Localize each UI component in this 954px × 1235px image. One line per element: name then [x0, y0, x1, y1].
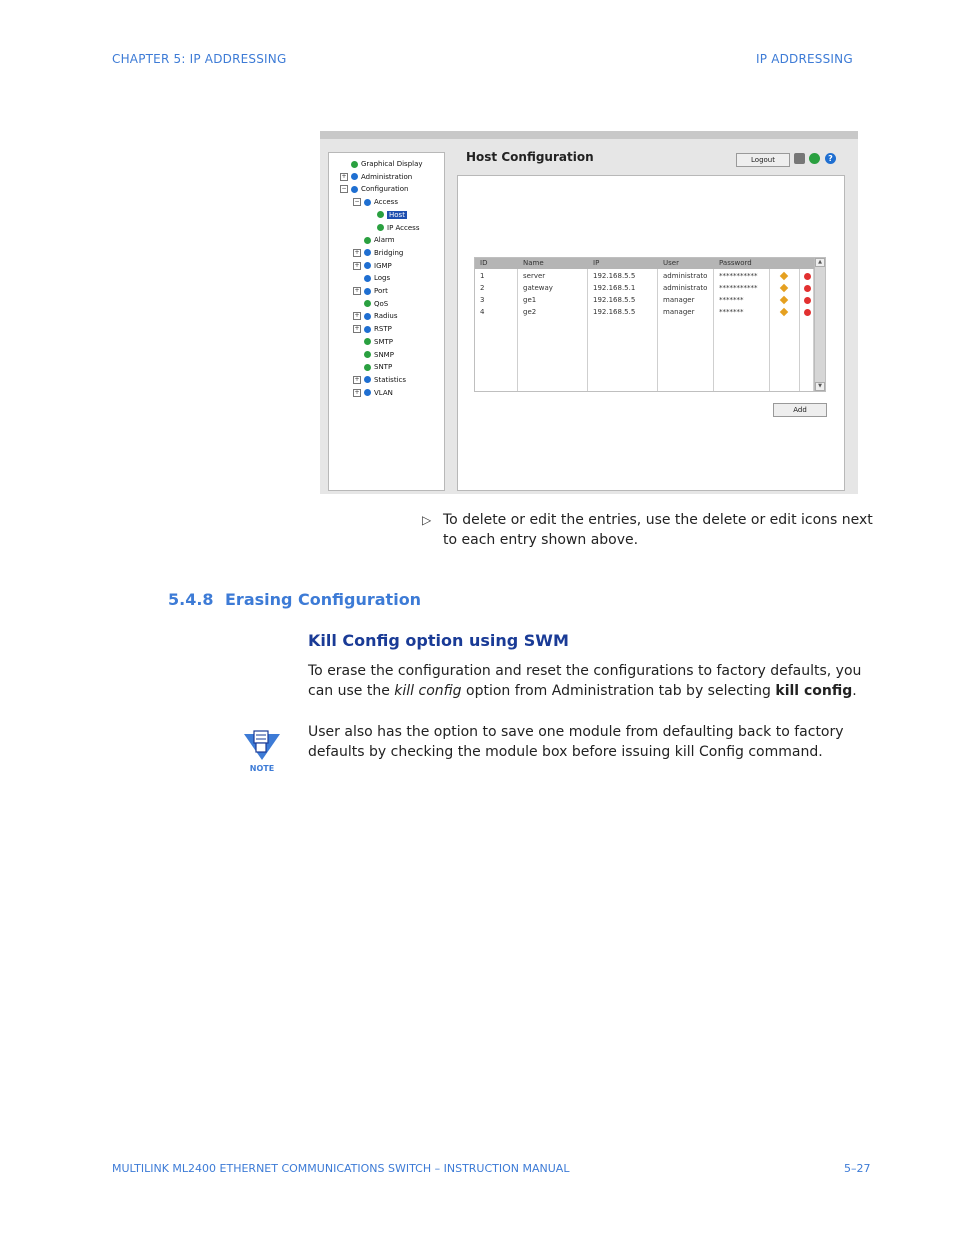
scroll-up-icon[interactable]: ▲	[815, 258, 825, 267]
column-header: ID	[475, 258, 518, 269]
table-cell: ***********	[719, 272, 758, 280]
node-bullet-icon	[364, 262, 371, 269]
table-cell: 192.168.5.5	[593, 272, 636, 280]
tree-item[interactable]	[366, 222, 419, 234]
tree-item-label[interactable]: Logs	[374, 274, 391, 283]
tree-item[interactable]	[353, 310, 397, 322]
node-bullet-icon	[364, 389, 371, 396]
scroll-down-icon[interactable]: ▼	[815, 382, 825, 391]
tree-item-label[interactable]: IP Access	[387, 223, 420, 232]
expand-icon[interactable]: +	[354, 248, 360, 256]
table-scrollbar[interactable]	[814, 258, 825, 391]
delete-icon[interactable]	[804, 297, 811, 304]
table-cell: 1	[480, 272, 485, 280]
tree-item-label[interactable]: Host	[389, 210, 405, 219]
node-bullet-icon	[364, 376, 371, 383]
note-hand-icon	[243, 729, 281, 773]
logout-button[interactable]: Logout	[736, 153, 790, 167]
node-bullet-icon	[377, 224, 384, 231]
node-bullet-icon	[351, 161, 358, 168]
node-bullet-icon	[351, 173, 358, 180]
tree-item-label[interactable]: VLAN	[374, 388, 393, 397]
save-icon[interactable]	[794, 153, 805, 164]
tree-item[interactable]	[353, 387, 393, 399]
tree-item-label[interactable]: QoS	[374, 299, 389, 308]
host-configuration-panel	[457, 175, 845, 491]
expand-icon[interactable]: +	[341, 172, 347, 180]
node-bullet-icon	[364, 313, 371, 320]
table-cell: server	[523, 272, 546, 280]
expand-icon[interactable]: +	[354, 388, 360, 396]
node-bullet-icon	[364, 326, 371, 333]
collapse-icon[interactable]: −	[341, 185, 347, 193]
para-text-1: To erase the configuration and reset the configurations to factory defaults, you can use the	[308, 663, 862, 699]
column-header: Password	[714, 258, 770, 269]
node-bullet-icon	[377, 211, 384, 218]
expand-icon[interactable]: +	[354, 325, 360, 333]
node-bullet-icon	[364, 364, 371, 371]
delete-icon[interactable]	[804, 285, 811, 292]
table-cell: gateway	[523, 284, 553, 292]
host-table	[474, 257, 826, 392]
node-bullet-icon	[351, 186, 358, 193]
bullet-text: To delete or edit the entries, use the delete or edit icons next to each entry shown above.	[443, 512, 873, 548]
subsection-title: Kill Config option using SWM	[308, 631, 569, 650]
tree-item[interactable]	[353, 272, 390, 284]
host-configuration-title: Host Configuration	[466, 150, 594, 164]
column-header	[770, 258, 800, 269]
expand-icon[interactable]: +	[354, 287, 360, 294]
tree-item[interactable]	[353, 196, 398, 208]
footer-title: MULTILINK ML2400 ETHERNET COMMUNICATIONS SWITCH – INSTRUCTION MANUAL	[112, 1162, 570, 1175]
body-paragraph	[308, 661, 868, 701]
para-text-3: .	[852, 683, 857, 699]
node-bullet-icon	[364, 288, 371, 295]
node-bullet-icon	[364, 338, 371, 345]
para-text-2: option from Administration tab by selecting	[461, 683, 776, 699]
column-header: IP	[588, 258, 658, 269]
tree-item[interactable]	[353, 234, 395, 246]
column-header	[800, 258, 814, 269]
section-header: IP ADDRESSING	[756, 52, 853, 66]
table-cell: 4	[480, 308, 485, 316]
node-bullet-icon	[364, 199, 371, 206]
column-header: User	[658, 258, 714, 269]
tree-item[interactable]	[353, 374, 406, 386]
tree-item-label[interactable]: Administration	[361, 172, 413, 181]
section-number: 5.4.8	[168, 590, 214, 609]
expand-icon[interactable]: +	[354, 261, 360, 269]
table-cell: administrato	[663, 272, 708, 280]
refresh-icon[interactable]	[809, 153, 820, 164]
table-cell: 192.168.5.5	[593, 296, 636, 304]
tree-item[interactable]	[353, 336, 393, 348]
tree-item-label[interactable]: Configuration	[361, 185, 409, 194]
window-top-bar	[320, 131, 858, 139]
tree-item[interactable]	[340, 183, 408, 195]
column-header: Name	[518, 258, 588, 269]
tree-item-label[interactable]: Statistics	[374, 375, 406, 384]
table-cell: manager	[663, 296, 695, 304]
host-configuration-screenshot	[320, 131, 858, 494]
tree-item[interactable]	[340, 158, 423, 170]
node-bullet-icon	[364, 237, 371, 244]
expand-icon[interactable]: +	[354, 312, 360, 320]
table-cell: *******	[719, 296, 744, 304]
tree-item-label[interactable]: Alarm	[374, 236, 395, 245]
help-icon[interactable]: ?	[825, 153, 836, 164]
navigation-tree	[328, 152, 445, 491]
para-italic: kill config	[394, 683, 462, 699]
tree-item[interactable]	[340, 171, 412, 183]
section-title: Erasing Configuration	[225, 590, 422, 609]
expand-icon[interactable]: +	[354, 375, 360, 383]
para-bold: kill config	[775, 683, 853, 699]
collapse-icon[interactable]: −	[354, 198, 360, 206]
tree-item-label[interactable]: Bridging	[374, 248, 404, 257]
table-cell: ***********	[719, 284, 758, 292]
delete-icon[interactable]	[804, 309, 811, 316]
tree-item-label[interactable]: SMTP	[374, 337, 393, 346]
tree-item[interactable]	[353, 298, 388, 310]
tree-item-label[interactable]: SNMP	[374, 350, 394, 359]
table-cell: 2	[480, 284, 485, 292]
table-cell: ge1	[523, 296, 537, 304]
tree-item-label[interactable]: SNTP	[374, 363, 393, 372]
table-cell: ge2	[523, 308, 537, 316]
tree-item-label[interactable]: RSTP	[374, 325, 392, 334]
tree-item[interactable]	[366, 209, 407, 221]
table-cell: 192.168.5.5	[593, 308, 636, 316]
node-bullet-icon	[364, 249, 371, 256]
table-cell: manager	[663, 308, 695, 316]
chapter-header: CHAPTER 5: IP ADDRESSING	[112, 52, 287, 66]
tree-item-label[interactable]: Graphical Display	[361, 160, 423, 168]
node-bullet-icon	[364, 300, 371, 307]
tree-item[interactable]	[353, 349, 394, 361]
tree-item-label[interactable]: Access	[374, 198, 398, 207]
table-cell: 3	[480, 296, 485, 304]
tree-item-label[interactable]: IGMP	[374, 261, 392, 270]
tree-item[interactable]	[353, 247, 403, 259]
note-icon	[243, 729, 281, 773]
table-cell: *******	[719, 308, 744, 316]
page-number: 5–27	[844, 1162, 871, 1175]
delete-icon[interactable]	[804, 273, 811, 280]
add-button[interactable]: Add	[773, 403, 827, 417]
tree-item-label[interactable]: Port	[374, 287, 388, 295]
node-bullet-icon	[364, 275, 371, 282]
tree-item[interactable]	[353, 285, 388, 297]
note-label: NOTE	[249, 764, 275, 773]
node-bullet-icon	[364, 351, 371, 358]
tree-item-label[interactable]: Radius	[374, 312, 398, 321]
table-cell: administrato	[663, 284, 708, 292]
table-cell: 192.168.5.1	[593, 284, 636, 292]
tree-item[interactable]	[353, 361, 392, 373]
tree-item[interactable]	[353, 260, 392, 272]
note-text: User also has the option to save one module from defaulting back to factory defaults by checking the module box before issuing kill Config command.	[308, 724, 844, 760]
triangle-bullet-icon: ▷	[422, 513, 432, 527]
tree-item[interactable]	[353, 323, 392, 335]
